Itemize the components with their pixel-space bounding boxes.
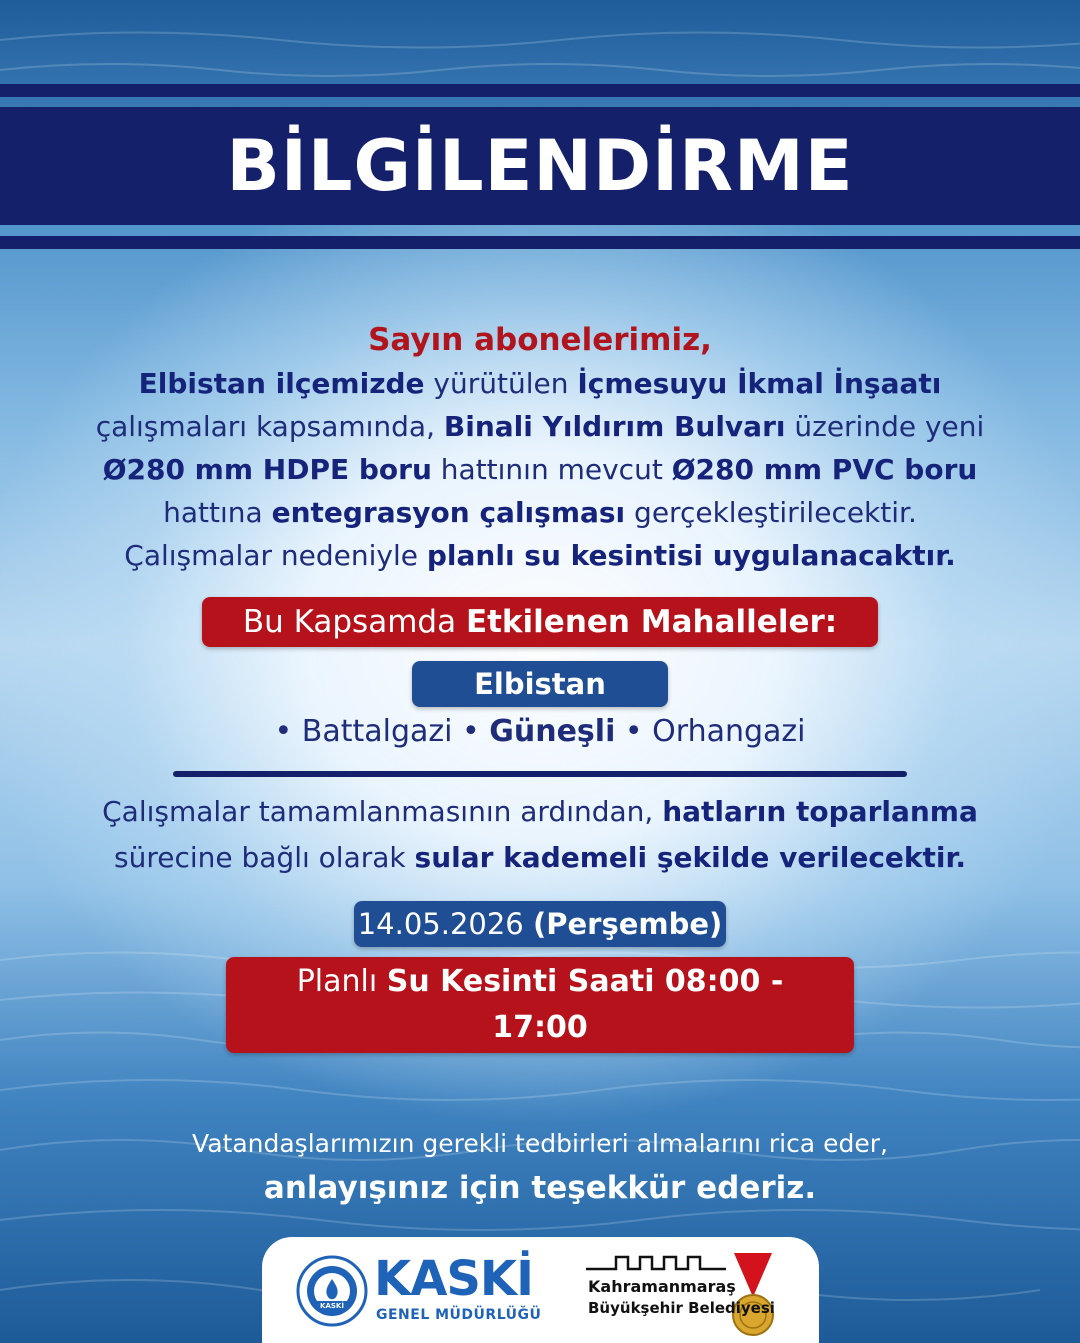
kaski-seal-text: KASKİ [320, 1302, 344, 1310]
text: gerçekleştirilecektir. [625, 496, 917, 529]
banner-top-stripe [0, 84, 1080, 97]
text: yürütülen [424, 367, 578, 400]
bullet: • [274, 714, 293, 749]
text: hatların toparlanma [662, 795, 978, 828]
kbb-medal-icon [730, 1253, 776, 1339]
text: hattının mevcut [431, 453, 672, 486]
text: Bu Kapsamda [242, 604, 466, 640]
kbb-logo-name: Kahramanmaraş [588, 1277, 736, 1296]
affected-label-pill [202, 597, 878, 647]
text: çalışmaları kapsamında, [95, 410, 444, 443]
text: Etkilenen Mahalleler: [465, 604, 838, 640]
outage-date: 14.05.2026 [357, 907, 524, 941]
neighborhood-item: Orhangazi [652, 714, 806, 749]
district-name: Elbistan ilçemizde [138, 367, 425, 400]
notice-line [30, 362, 1050, 405]
text: Çalışmalar tamamlanmasının ardından, [102, 795, 663, 828]
district-pill: Elbistan [412, 661, 668, 707]
notice-line [30, 405, 1050, 448]
logo-bar [262, 1237, 819, 1343]
restore-paragraph [0, 789, 1080, 881]
notice-paragraph [0, 362, 1080, 577]
neighborhood-item: Güneşli [489, 714, 616, 749]
text: hattına [163, 496, 272, 529]
text: sürecine bağlı olarak [114, 841, 415, 874]
text: Çalışmalar nedeniyle [124, 539, 427, 572]
street-name: Binali Yıldırım Bulvarı [443, 410, 786, 443]
notice-body [0, 318, 1080, 1053]
new-pipe: Ø280 mm HDPE boru [102, 453, 432, 486]
banner-bottom-stripe [0, 236, 1080, 249]
text: sular kademeli şekilde verilecektir. [414, 841, 966, 874]
notice-line [30, 491, 1050, 534]
work-type: entegrasyon çalışması [271, 496, 626, 529]
outage-statement: planlı su kesintisi uygulanacaktır. [426, 539, 956, 572]
kaski-seal-icon [296, 1255, 368, 1327]
neighborhood-list [0, 709, 1080, 755]
text: üzerinde yeni [785, 410, 985, 443]
thanks-line: anlayışınız için teşekkür ederiz. [263, 1170, 817, 1206]
title-banner [0, 107, 1080, 225]
closing-message [0, 1125, 1080, 1213]
notice-line [30, 448, 1050, 491]
bullet: • [462, 714, 480, 749]
kbb-logo-subtitle: Büyükşehir Belediyesi [588, 1299, 775, 1317]
restore-line [30, 789, 1050, 835]
date-pill [354, 901, 726, 947]
page-title: BİLGİLENDİRME [226, 125, 854, 207]
divider [173, 771, 907, 777]
kaski-logo-subtitle: GENEL MÜDÜRLÜĞÜ [376, 1307, 542, 1323]
existing-pipe: Ø280 mm PVC boru [671, 453, 978, 486]
greeting: Sayın abonelerimiz, [368, 322, 712, 358]
kaski-logo-name: KASKİ [374, 1251, 533, 1307]
project-name: İçmesuyu İkmal İnşaatı [577, 367, 942, 400]
restore-line [30, 835, 1050, 881]
bullet: • [624, 714, 643, 749]
closing-line: Vatandaşlarımızın gerekli tedbirleri almalarını rica eder, [192, 1129, 888, 1158]
neighborhood-item: Battalgazi [301, 714, 453, 749]
notice-line [30, 534, 1050, 577]
text: Planlı [296, 964, 387, 999]
outage-day: (Perşembe) [532, 907, 723, 941]
outage-time: Su Kesinti Saati 08:00 - 17:00 [386, 964, 784, 1045]
time-pill [226, 957, 854, 1053]
